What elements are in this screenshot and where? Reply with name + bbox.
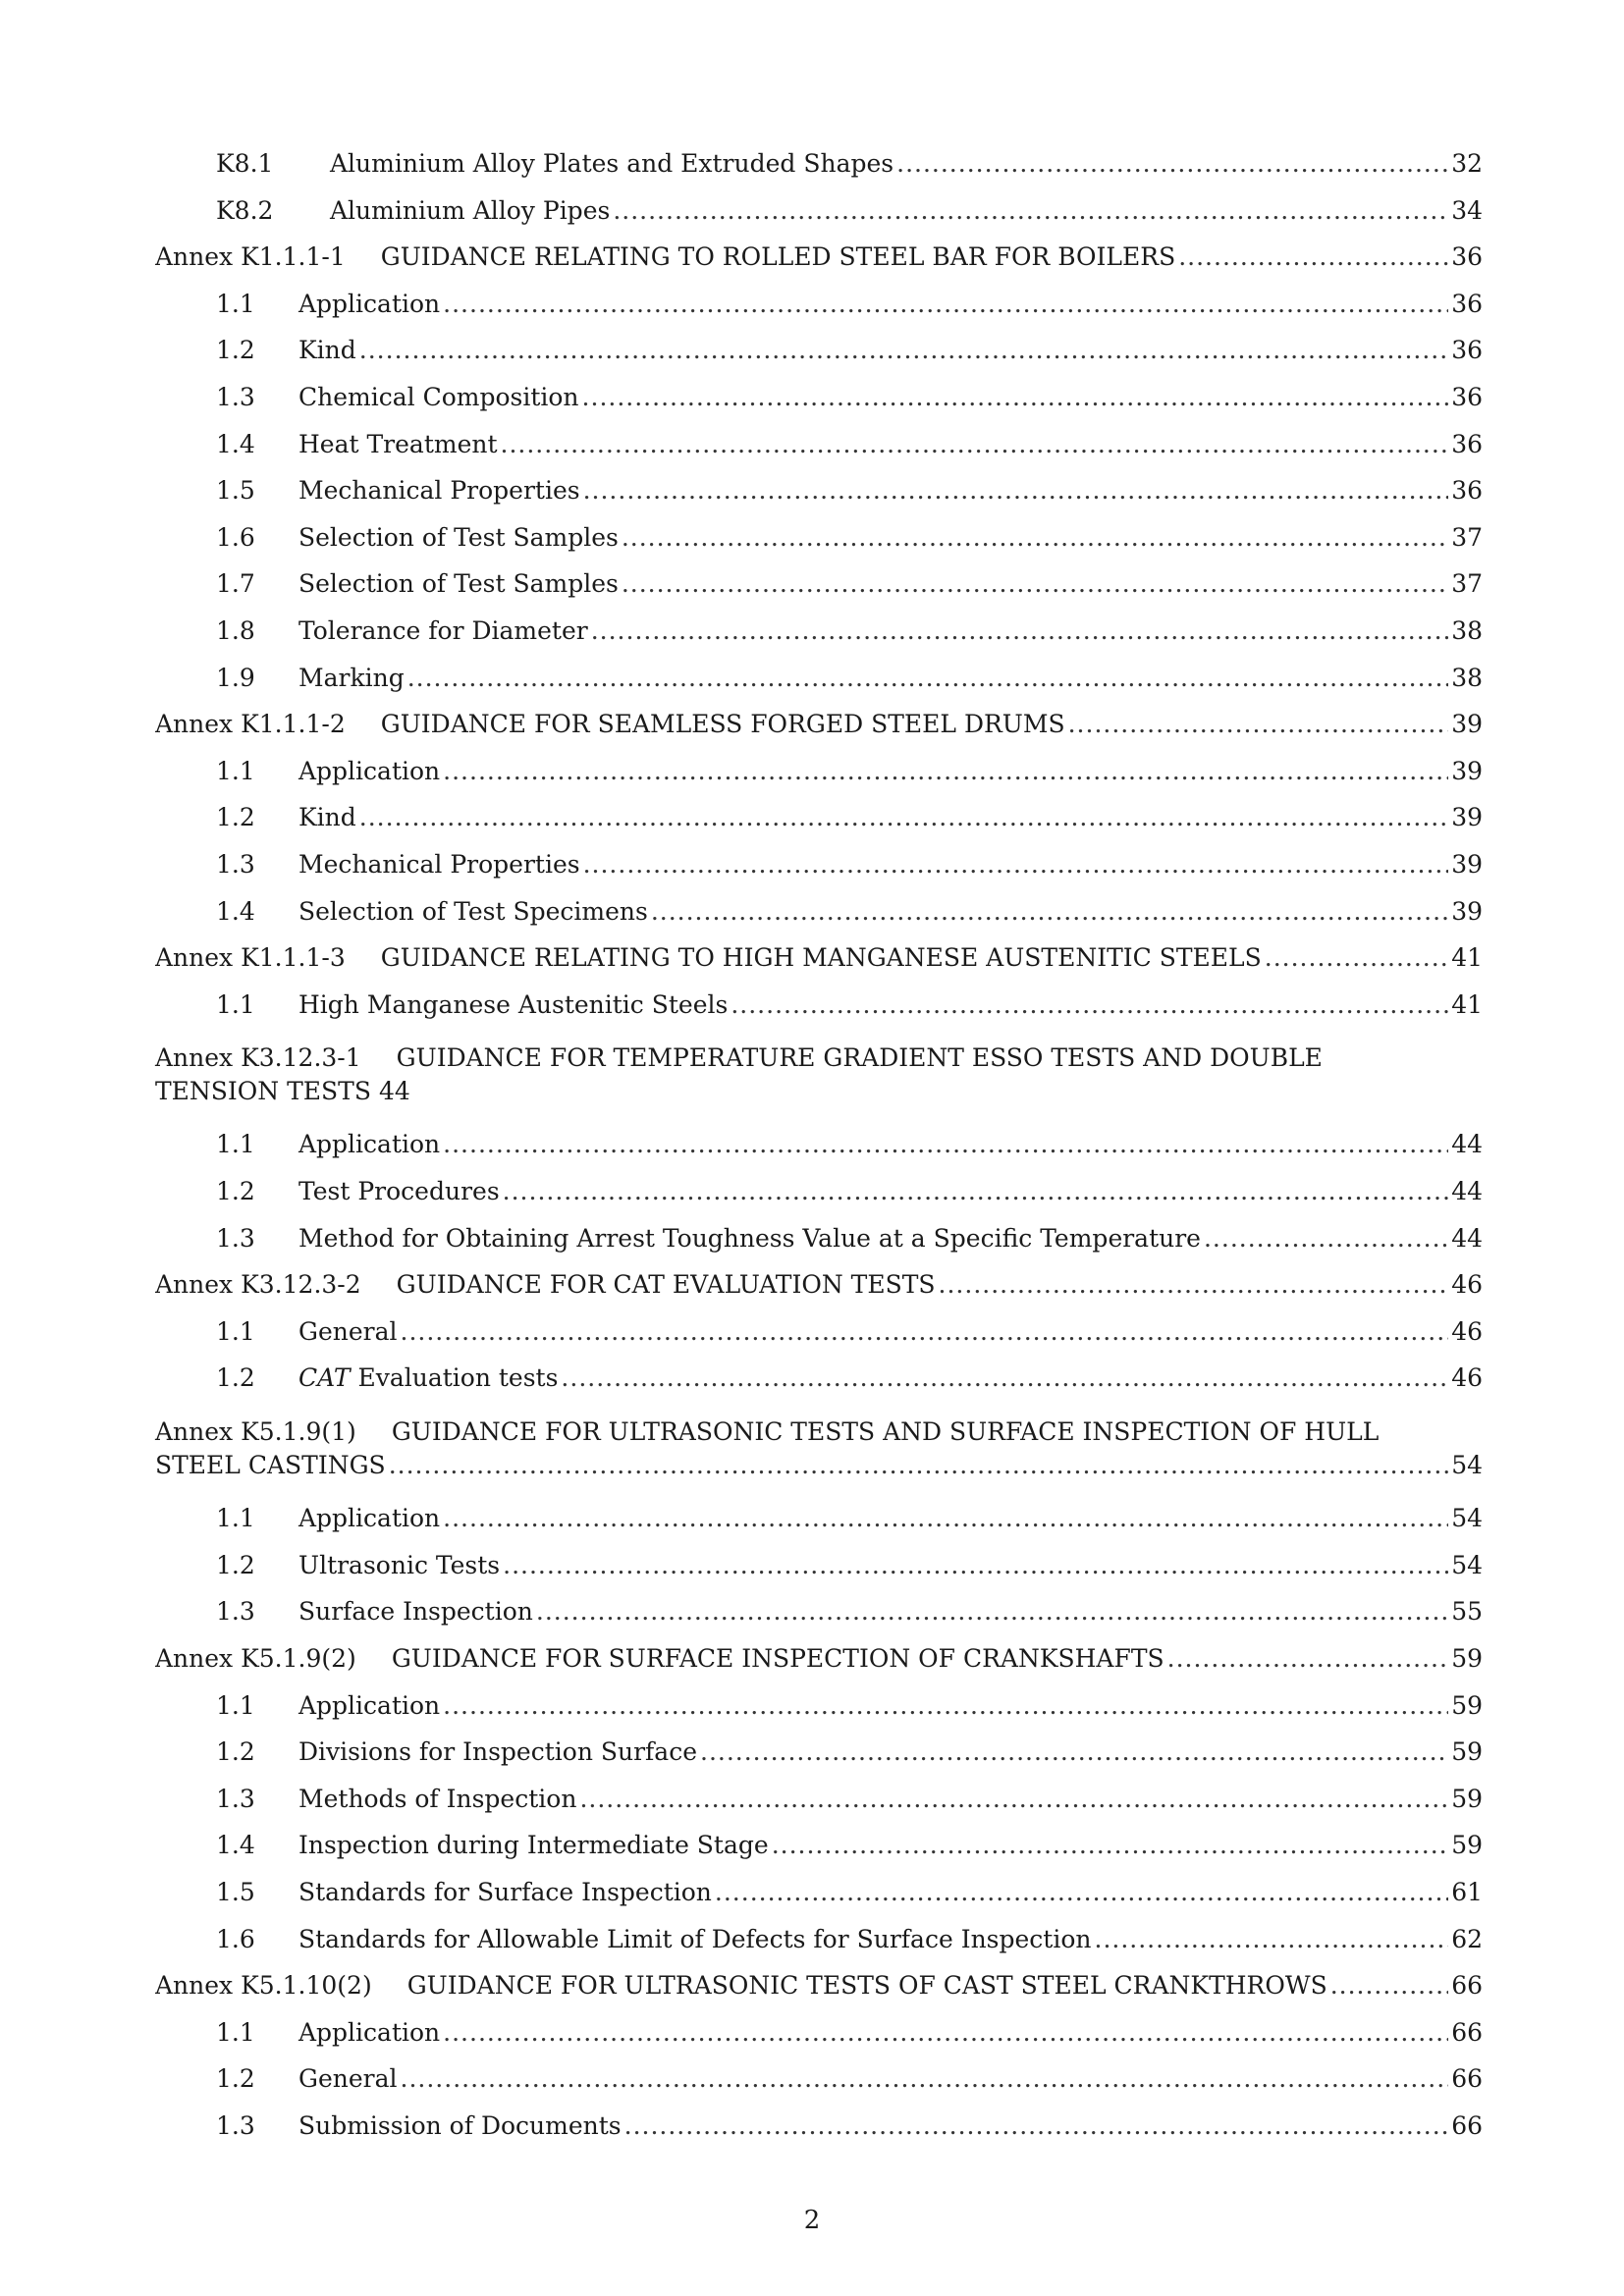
toc-subentry[interactable]: [155, 1691, 1483, 1738]
subentry-title-rest: Evaluation tests: [350, 1363, 559, 1393]
subentry-number: 1.1: [216, 289, 255, 318]
subentry-page: 59: [1451, 1690, 1483, 1720]
toc-entry-title: Aluminium Alloy Plates and Extruded Shapes: [330, 149, 894, 178]
subentry-page: 59: [1451, 1784, 1483, 1813]
subentry-number: 1.1: [216, 1130, 255, 1159]
toc-subentry[interactable]: [155, 757, 1483, 804]
subentry-title: Selection of Test Specimens: [298, 896, 648, 926]
dot-leader: [443, 1504, 1448, 1532]
dot-leader: [443, 1691, 1448, 1720]
subentry-number: 1.5: [216, 476, 255, 506]
subentry-title: Methods of Inspection: [298, 1784, 577, 1813]
subentry-number: 1.3: [216, 2110, 255, 2140]
annex-title: GUIDANCE FOR SURFACE INSPECTION OF CRANKSHAFTS: [391, 1644, 1164, 1673]
subentry-number: 1.7: [216, 569, 255, 599]
toc-subentry[interactable]: [155, 1177, 1483, 1224]
dot-leader: [561, 1363, 1448, 1392]
table-of-contents: [155, 149, 1483, 2159]
toc-entry-page: 34: [1451, 195, 1483, 225]
dot-leader: [579, 1785, 1448, 1813]
toc-subentry[interactable]: [155, 664, 1483, 711]
subentry-number: 1.1: [216, 2017, 255, 2047]
subentry-title: Standards for Surface Inspection: [298, 1877, 712, 1906]
subentry-title: Submission of Documents: [298, 2110, 622, 2140]
subentry-number: 1.3: [216, 849, 255, 879]
toc-subentry[interactable]: [155, 2111, 1483, 2159]
dot-leader: [772, 1831, 1449, 1859]
toc-annex-heading[interactable]: [155, 943, 1483, 990]
subentry-number: 1.2: [216, 1177, 255, 1206]
subentry-number: 1.2: [216, 336, 255, 365]
dot-leader: [939, 1270, 1449, 1299]
toc-annex-heading[interactable]: [155, 710, 1483, 757]
subentry-title: Kind: [298, 803, 356, 832]
dot-leader: [1204, 1224, 1448, 1253]
subentry-title: General: [298, 2064, 398, 2094]
toc-subentry[interactable]: [155, 1831, 1483, 1878]
toc-subentry[interactable]: [155, 523, 1483, 570]
toc-subentry[interactable]: [155, 1504, 1483, 1551]
dot-leader: [1095, 1925, 1449, 1953]
subentry-page: 46: [1451, 1316, 1483, 1346]
annex-title-line1: GUIDANCE FOR ULTRASONIC TESTS AND SURFACE INSPECTION OF HULL: [391, 1417, 1380, 1447]
subentry-title: Application: [298, 2017, 441, 2047]
subentry-title: Application: [298, 1130, 441, 1159]
dot-leader: [1330, 1971, 1448, 2000]
annex-number: Annex K5.1.10(2): [155, 1971, 372, 2001]
dot-leader: [503, 1551, 1448, 1579]
subentry-number: 1.4: [216, 896, 255, 926]
toc-subentry[interactable]: [155, 569, 1483, 616]
dot-leader: [443, 2018, 1448, 2047]
annex-number: Annex K1.1.1-1: [155, 242, 346, 272]
dot-leader: [443, 290, 1448, 318]
dot-leader: [896, 149, 1448, 178]
dot-leader: [583, 850, 1449, 879]
subentry-number: 1.2: [216, 1363, 255, 1393]
annex-page: 59: [1451, 1644, 1483, 1673]
subentry-page: 44: [1451, 1130, 1483, 1159]
subentry-title: High Manganese Austenitic Steels: [298, 989, 729, 1019]
dot-leader: [622, 523, 1448, 552]
subentry-number: 1.5: [216, 1877, 255, 1906]
annex-title-line2: TENSION TESTS: [155, 1077, 371, 1106]
toc-annex-heading[interactable]: [155, 1971, 1483, 2018]
subentry-title: Mechanical Properties: [298, 849, 580, 879]
subentry-number: 1.1: [216, 1504, 255, 1533]
toc-subentry[interactable]: [155, 1878, 1483, 1925]
dot-leader: [501, 430, 1449, 458]
subentry-title: Chemical Composition: [298, 382, 579, 411]
subentry-number: 1.1: [216, 756, 255, 785]
dot-leader: [1178, 242, 1448, 271]
subentry-page: 39: [1451, 756, 1483, 785]
subentry-title: Application: [298, 289, 441, 318]
dot-leader: [591, 616, 1448, 645]
toc-subentry[interactable]: [155, 336, 1483, 383]
subentry-page: 66: [1451, 2064, 1483, 2094]
subentry-title: Mechanical Properties: [298, 476, 580, 506]
annex-number: Annex K5.1.9(1): [155, 1417, 356, 1447]
subentry-number: 1.1: [216, 1690, 255, 1720]
subentry-title: General: [298, 1316, 398, 1346]
dot-leader: [443, 757, 1448, 785]
toc-annex-heading[interactable]: [155, 1644, 1483, 1691]
toc-subentry[interactable]: [155, 2018, 1483, 2065]
dot-leader: [715, 1878, 1448, 1906]
subentry-title: Ultrasonic Tests: [298, 1550, 501, 1579]
annex-number: Annex K1.1.1-3: [155, 943, 346, 973]
annex-page: 44: [378, 1077, 410, 1106]
annex-number: Annex K3.12.3-2: [155, 1270, 361, 1300]
subentry-title: Test Procedures: [298, 1177, 500, 1206]
subentry-page: 36: [1451, 336, 1483, 365]
toc-subentry[interactable]: [155, 990, 1483, 1038]
subentry-number: 1.3: [216, 1784, 255, 1813]
toc-subentry[interactable]: [155, 1597, 1483, 1644]
toc-annex-heading[interactable]: [155, 1037, 1483, 1130]
subentry-number: 1.8: [216, 615, 255, 645]
subentry-page: 39: [1451, 803, 1483, 832]
dot-leader: [700, 1737, 1448, 1766]
dot-leader: [359, 336, 1448, 364]
toc-subentry[interactable]: [155, 1130, 1483, 1177]
subentry-number: 1.2: [216, 1737, 255, 1767]
subentry-number: 1.2: [216, 803, 255, 832]
subentry-number: 1.3: [216, 382, 255, 411]
toc-entry[interactable]: [155, 196, 1483, 243]
annex-number: Annex K3.12.3-1: [155, 1043, 361, 1073]
toc-subentry[interactable]: [155, 1363, 1483, 1411]
toc-subentry[interactable]: [155, 2064, 1483, 2111]
dot-leader: [622, 569, 1448, 598]
dot-leader: [1068, 710, 1449, 738]
dot-leader: [731, 990, 1448, 1019]
dot-leader: [582, 383, 1449, 411]
subentry-number: 1.3: [216, 1223, 255, 1253]
annex-page: 39: [1451, 710, 1483, 739]
subentry-title: Selection of Test Samples: [298, 569, 619, 599]
subentry-title: Inspection during Intermediate Stage: [298, 1831, 769, 1860]
toc-entry-title: Aluminium Alloy Pipes: [330, 195, 611, 225]
annex-page: 46: [1451, 1270, 1483, 1300]
subentry-page: 38: [1451, 615, 1483, 645]
subentry-page: 39: [1451, 849, 1483, 879]
subentry-title: Selection of Test Samples: [298, 522, 619, 552]
subentry-page: 36: [1451, 382, 1483, 411]
subentry-page: 38: [1451, 663, 1483, 692]
toc-subentry[interactable]: [155, 803, 1483, 850]
toc-subentry[interactable]: [155, 1785, 1483, 1832]
subentry-number: 1.2: [216, 1550, 255, 1579]
annex-title: GUIDANCE FOR SEAMLESS FORGED STEEL DRUMS: [380, 710, 1065, 739]
subentry-page: 36: [1451, 289, 1483, 318]
subentry-page: 55: [1451, 1597, 1483, 1627]
toc-subentry[interactable]: [155, 1737, 1483, 1785]
annex-title: GUIDANCE FOR CAT EVALUATION TESTS: [396, 1270, 936, 1300]
subentry-page: 41: [1451, 989, 1483, 1019]
toc-subentry[interactable]: [155, 290, 1483, 337]
subentry-page: 66: [1451, 2017, 1483, 2047]
subentry-number: 1.2: [216, 2064, 255, 2094]
subentry-title-italic: CAT: [298, 1363, 351, 1393]
toc-entry[interactable]: [155, 149, 1483, 196]
subentry-page: 44: [1451, 1177, 1483, 1206]
dot-leader: [359, 803, 1448, 831]
subentry-number: 1.4: [216, 1831, 255, 1860]
toc-subentry[interactable]: [155, 897, 1483, 944]
subentry-title: Heat Treatment: [298, 429, 498, 458]
subentry-page: 36: [1451, 429, 1483, 458]
subentry-number: 1.4: [216, 429, 255, 458]
toc-subentry[interactable]: [155, 1551, 1483, 1598]
subentry-number: 1.9: [216, 663, 255, 692]
annex-page: 66: [1451, 1971, 1483, 2001]
dot-leader: [624, 2111, 1449, 2140]
toc-subentry[interactable]: [155, 1925, 1483, 1972]
dot-leader: [401, 2064, 1449, 2093]
dot-leader: [651, 897, 1448, 926]
subentry-page: 59: [1451, 1831, 1483, 1860]
dot-leader: [1167, 1644, 1449, 1673]
annex-title: GUIDANCE RELATING TO HIGH MANGANESE AUSTENITIC STEELS: [380, 943, 1262, 973]
toc-annex-heading[interactable]: [155, 1270, 1483, 1317]
toc-subentry[interactable]: [155, 383, 1483, 430]
dot-leader: [583, 476, 1449, 505]
dot-leader: [407, 664, 1448, 692]
subentry-number: 1.1: [216, 1316, 255, 1346]
subentry-number: 1.3: [216, 1597, 255, 1627]
annex-title-line2: STEEL CASTINGS: [155, 1451, 386, 1480]
subentry-page: 59: [1451, 1737, 1483, 1767]
dot-leader: [389, 1449, 1449, 1482]
toc-subentry[interactable]: [155, 430, 1483, 477]
toc-entry-number: K8.2: [216, 195, 274, 225]
subentry-page: 61: [1451, 1877, 1483, 1906]
subentry-page: 37: [1451, 522, 1483, 552]
subentry-title: Application: [298, 1504, 441, 1533]
subentry-title: [298, 1363, 558, 1392]
toc-entry-number: K8.1: [216, 149, 274, 178]
subentry-page: 62: [1451, 1924, 1483, 1953]
toc-annex-heading[interactable]: [155, 242, 1483, 290]
page-number: 2: [803, 2206, 821, 2235]
dot-leader: [536, 1597, 1448, 1626]
toc-annex-heading[interactable]: [155, 1411, 1483, 1504]
dot-leader: [1265, 943, 1448, 972]
annex-page: 41: [1451, 943, 1483, 973]
subentry-page: 36: [1451, 476, 1483, 506]
dot-leader: [613, 196, 1448, 225]
annex-title-line1: GUIDANCE FOR TEMPERATURE GRADIENT ESSO TESTS AND DOUBLE: [396, 1043, 1323, 1073]
toc-subentry[interactable]: [155, 616, 1483, 664]
subentry-title: Surface Inspection: [298, 1597, 533, 1627]
subentry-title: Kind: [298, 336, 356, 365]
subentry-page: 37: [1451, 569, 1483, 599]
annex-title: GUIDANCE RELATING TO ROLLED STEEL BAR FOR BOILERS: [380, 242, 1176, 272]
annex-title: GUIDANCE FOR ULTRASONIC TESTS OF CAST STEEL CRANKTHROWS: [406, 1971, 1327, 2001]
annex-number: Annex K1.1.1-2: [155, 710, 346, 739]
toc-subentry[interactable]: [155, 476, 1483, 523]
subentry-page: 66: [1451, 2110, 1483, 2140]
subentry-page: 44: [1451, 1223, 1483, 1253]
toc-subentry[interactable]: [155, 1224, 1483, 1271]
subentry-page: 46: [1451, 1363, 1483, 1393]
annex-page: 36: [1451, 242, 1483, 272]
toc-subentry[interactable]: [155, 850, 1483, 897]
subentry-page: 54: [1451, 1504, 1483, 1533]
subentry-title: Method for Obtaining Arrest Toughness Value at a Specific Temperature: [298, 1223, 1201, 1253]
subentry-title: Tolerance for Diameter: [298, 615, 588, 645]
subentry-page: 54: [1451, 1550, 1483, 1579]
toc-entry-page: 32: [1451, 149, 1483, 178]
subentry-number: 1.1: [216, 989, 255, 1019]
subentry-number: 1.6: [216, 1924, 255, 1953]
dot-leader: [443, 1130, 1448, 1158]
subentry-title: Application: [298, 756, 441, 785]
subentry-title: Marking: [298, 663, 405, 692]
annex-page: 54: [1451, 1451, 1483, 1480]
subentry-title: Standards for Allowable Limit of Defects for Surface Inspection: [298, 1924, 1092, 1953]
subentry-number: 1.6: [216, 522, 255, 552]
subentry-title: Application: [298, 1690, 441, 1720]
subentry-title: Divisions for Inspection Surface: [298, 1737, 697, 1767]
dot-leader: [401, 1317, 1449, 1346]
dot-leader: [503, 1177, 1449, 1205]
toc-subentry[interactable]: [155, 1317, 1483, 1364]
subentry-page: 39: [1451, 896, 1483, 926]
annex-number: Annex K5.1.9(2): [155, 1644, 356, 1673]
